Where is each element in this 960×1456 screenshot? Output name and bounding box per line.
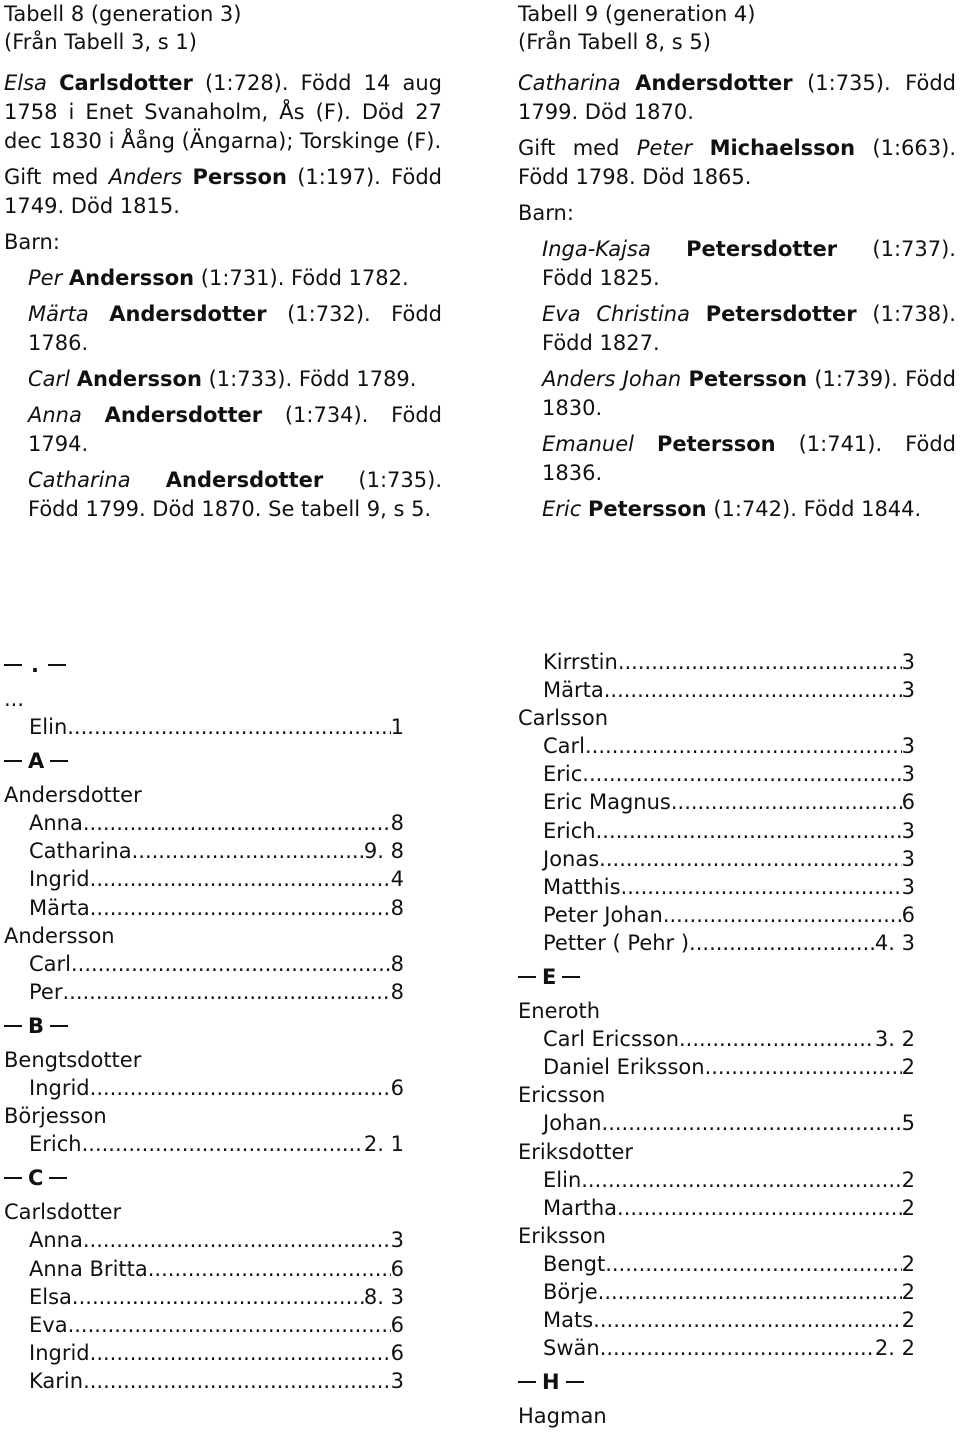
- leader-dots: [585, 732, 902, 760]
- leader-dots: [90, 1339, 391, 1367]
- main-surname: Carlsdotter: [59, 71, 193, 95]
- leader-dots: [67, 713, 390, 741]
- index-entry: [518, 1306, 915, 1334]
- child-entry: [542, 365, 956, 423]
- index-page: 2: [901, 1251, 915, 1276]
- spouse-prefix: Gift med: [4, 165, 109, 189]
- child-surname: Petersson: [688, 367, 808, 391]
- index-page: 8: [390, 979, 404, 1004]
- table-8-spouse: [4, 163, 442, 221]
- leader-dots: [83, 809, 391, 837]
- index-name: Jonas: [543, 846, 600, 871]
- index-name: Eva: [29, 1312, 68, 1337]
- spouse-surname: Michaelsson: [709, 136, 856, 160]
- index-name: Elsa: [29, 1284, 72, 1309]
- index-surname: Andersson: [4, 923, 115, 948]
- index-page: 3: [901, 650, 915, 674]
- table-8-title: Tabell 8 (generation 3): [4, 2, 242, 26]
- index-entry: [4, 950, 404, 978]
- section-letter: B: [28, 1013, 45, 1038]
- index-page: 8: [390, 895, 404, 920]
- child-surname: Petersdotter: [686, 237, 838, 261]
- index-surname: Andersdotter: [4, 783, 142, 808]
- index-page: 3: [901, 818, 915, 843]
- child-surname: Andersdotter: [109, 302, 267, 326]
- index-entry: [4, 837, 404, 865]
- index-page: 4. 3: [874, 930, 915, 955]
- index-page: 8: [390, 951, 404, 976]
- index-entry: [4, 865, 404, 893]
- leader-dots: [679, 1025, 875, 1053]
- children-label: Barn:: [4, 230, 60, 254]
- index-surname: Eriksdotter: [518, 1139, 634, 1164]
- child-details: (1:741). Född 1836.: [542, 432, 956, 485]
- index-name: Petter ( Pehr ): [543, 930, 690, 955]
- table-8-header: [4, 0, 442, 56]
- index-entry: [518, 845, 915, 873]
- index-name: Bengt: [543, 1251, 606, 1276]
- dash: [48, 664, 66, 666]
- index-surname: ...: [4, 687, 25, 711]
- index-name: Kirrstin: [543, 650, 618, 674]
- index-name: Daniel Eriksson: [543, 1055, 705, 1080]
- index-entry: [518, 788, 915, 816]
- dash: [4, 760, 22, 762]
- leader-dots: [689, 929, 875, 957]
- table-8-main-person: [4, 69, 442, 156]
- child-given-name: Anna: [28, 403, 82, 427]
- section-letter: A: [28, 749, 45, 774]
- child-surname: Petersson: [587, 497, 707, 521]
- index-name: Catharina: [29, 839, 132, 864]
- index-surname: Bengtsdotter: [4, 1047, 142, 1072]
- child-details: (1:738). Född 1827.: [542, 302, 956, 355]
- index-name: Anna: [29, 811, 83, 836]
- child-entry: [28, 401, 442, 459]
- index-page: 2: [901, 1279, 915, 1304]
- index-page: 6: [390, 1076, 404, 1101]
- index-page: 1: [390, 715, 404, 740]
- index-page: 2: [901, 1308, 915, 1333]
- leader-dots: [600, 1334, 875, 1362]
- leader-dots: [617, 1194, 902, 1222]
- index-entry: [518, 676, 915, 704]
- index-name: Anna Britta: [29, 1256, 148, 1281]
- leader-dots: [605, 1250, 901, 1278]
- index-entry: [4, 1339, 404, 1367]
- leader-dots: [90, 894, 391, 922]
- child-details: (1:734). Född 1794.: [28, 403, 442, 456]
- section-letter: H: [542, 1370, 560, 1395]
- child-details: (1:735). Född 1799. Död 1870. Se tabell 9, s 5.: [28, 468, 442, 521]
- index-page: 3: [901, 762, 915, 787]
- index-page: 8: [390, 811, 404, 836]
- dash: [518, 976, 536, 978]
- index-entry: [4, 1226, 404, 1254]
- child-surname: Petersdotter: [705, 302, 857, 326]
- children-label: Barn:: [518, 201, 574, 225]
- index-page: 3: [901, 874, 915, 899]
- index-name: Swän: [543, 1336, 600, 1361]
- section-letter: C: [28, 1166, 44, 1191]
- index-entry: [4, 809, 404, 837]
- index-entry: [4, 1255, 404, 1283]
- index-name: Eric: [543, 762, 583, 787]
- child-surname: Petersson: [656, 432, 776, 456]
- leader-dots: [132, 837, 364, 865]
- child-surname: Andersdotter: [165, 468, 324, 492]
- child-entry: [542, 495, 956, 524]
- index-entry: [4, 978, 404, 1006]
- dash: [4, 664, 22, 666]
- dash: [566, 1381, 584, 1383]
- index-entry: [518, 760, 915, 788]
- dash: [4, 1025, 22, 1027]
- dash: [50, 760, 68, 762]
- leader-dots: [671, 788, 902, 816]
- child-given-name: Inga-Kajsa: [542, 237, 651, 261]
- index-name: Elin: [543, 1167, 582, 1192]
- child-given-name: Emanuel: [542, 432, 634, 456]
- child-surname: Andersson: [68, 266, 195, 290]
- child-given-name: Eva Christina: [542, 302, 690, 326]
- index-name: Peter Johan: [543, 902, 663, 927]
- index-name: Martha: [543, 1195, 618, 1220]
- index-name: Johan: [543, 1111, 602, 1136]
- leader-dots: [593, 1306, 901, 1334]
- index-entry: [518, 732, 915, 760]
- dash: [50, 1025, 68, 1027]
- leader-dots: [663, 901, 902, 929]
- child-details: (1:733). Född 1789.: [201, 367, 417, 391]
- index-name: Per: [29, 979, 63, 1004]
- index-page: 3: [390, 1368, 404, 1393]
- index-name: Märta: [543, 678, 604, 703]
- index-page: 3: [901, 846, 915, 871]
- index-entry: [4, 713, 404, 741]
- leader-dots: [82, 1130, 364, 1158]
- index-entry: [4, 1130, 404, 1158]
- child-given-name: Märta: [28, 302, 89, 326]
- main-surname: Andersdotter: [635, 71, 793, 95]
- index-section-h: [518, 1362, 918, 1402]
- dash: [562, 976, 580, 978]
- index-surname: Carlsdotter: [4, 1200, 122, 1225]
- index-section-a: [4, 741, 404, 781]
- index-name: Eric Magnus: [543, 790, 671, 815]
- child-given-name: Per: [28, 266, 63, 290]
- child-details: (1:739). Född 1830.: [542, 367, 956, 420]
- main-details: (1:728). Född 14 aug 1758 i Enet Svanaholm, Ås (F). Död 27 dec 1830 i Åång (Ängarna); Torskinge (F).: [4, 71, 442, 153]
- spouse-details: (1:663). Född 1798. Död 1865.: [518, 136, 956, 189]
- leader-dots: [618, 648, 902, 676]
- index-page: 2: [901, 1055, 915, 1080]
- spouse-details: (1:197). Född 1749. Död 1815.: [4, 165, 442, 218]
- index-entry: [518, 901, 915, 929]
- index-right-column: [518, 648, 918, 1430]
- index-surname: Hagman: [518, 1404, 607, 1429]
- leader-dots: [83, 1367, 391, 1395]
- index-entry: [4, 894, 404, 922]
- index-entry: [518, 873, 915, 901]
- child-entry: [28, 466, 442, 524]
- index-section-b: [4, 1006, 404, 1046]
- leader-dots: [90, 865, 391, 893]
- child-given-name: Anders Johan: [542, 367, 682, 391]
- index-section-dot: [4, 645, 404, 685]
- child-given-name: Catharina: [28, 468, 131, 492]
- table-9-title: Tabell 9 (generation 4): [518, 2, 756, 26]
- leader-dots: [581, 1166, 901, 1194]
- leader-dots: [602, 1109, 902, 1137]
- child-details: (1:742). Född 1844.: [706, 497, 922, 521]
- child-entry: [28, 365, 442, 394]
- dash: [518, 1381, 536, 1383]
- table-9: [518, 0, 956, 524]
- leader-dots: [72, 1283, 364, 1311]
- section-letter: .: [31, 653, 39, 677]
- child-entry: [542, 300, 956, 358]
- main-given-name: Catharina: [518, 71, 621, 95]
- child-details: (1:732). Född 1786.: [28, 302, 442, 355]
- index-entry: [518, 1334, 915, 1362]
- index-page: 2: [901, 1167, 915, 1192]
- leader-dots: [90, 1074, 391, 1102]
- index-entry: [518, 1250, 915, 1278]
- leader-dots: [604, 676, 902, 704]
- index-page: 6: [901, 790, 915, 815]
- index-page: 6: [390, 1340, 404, 1365]
- index-name: Carl: [543, 734, 585, 759]
- table-9-spouse: [518, 134, 956, 192]
- leader-dots: [596, 817, 902, 845]
- index-name: Ingrid: [29, 1340, 90, 1365]
- child-entry: [542, 430, 956, 488]
- index-surname: Carlsson: [518, 706, 609, 731]
- leader-dots: [83, 1226, 391, 1254]
- leader-dots: [599, 845, 901, 873]
- index-page: 6: [901, 902, 915, 927]
- main-given-name: Elsa: [4, 71, 47, 95]
- child-surname: Andersdotter: [104, 403, 263, 427]
- leader-dots: [598, 1278, 902, 1306]
- index-entry: [518, 1053, 915, 1081]
- index-entry: [4, 1074, 404, 1102]
- table-8-source: (Från Tabell 3, s 1): [4, 30, 197, 54]
- index-name: Elin: [29, 715, 68, 740]
- index-page: 4: [390, 867, 404, 892]
- table-9-header: [518, 0, 956, 56]
- index-entry: [518, 1025, 915, 1053]
- index-name: Erich: [543, 818, 596, 843]
- table-9-source: (Från Tabell 8, s 5): [518, 30, 711, 54]
- child-entry: [28, 300, 442, 358]
- index-entry: [518, 1166, 915, 1194]
- index-entry: [518, 817, 915, 845]
- index-entry: [4, 1367, 404, 1395]
- index-page: 3: [390, 1228, 404, 1253]
- index-page: 6: [390, 1312, 404, 1337]
- index-page: 2. 2: [874, 1336, 915, 1361]
- leader-dots: [68, 1311, 391, 1339]
- spouse-surname: Persson: [192, 165, 287, 189]
- index-name: Anna: [29, 1228, 83, 1253]
- index-entry: [4, 1311, 404, 1339]
- index-page: 9. 8: [363, 839, 404, 864]
- child-given-name: Eric: [542, 497, 582, 521]
- index-entry: [518, 929, 915, 957]
- leader-dots: [71, 950, 391, 978]
- dash: [4, 1177, 22, 1179]
- child-entry: [542, 235, 956, 293]
- index-section-e: [518, 957, 918, 997]
- index-name: Erich: [29, 1132, 82, 1157]
- index-entry: [518, 1278, 915, 1306]
- child-entry: [28, 264, 442, 293]
- index-name: Carl: [29, 951, 71, 976]
- index-name: Matthis: [543, 874, 621, 899]
- index-section-c: [4, 1158, 404, 1198]
- index-surname: Eriksson: [518, 1223, 606, 1248]
- table-8: [4, 0, 442, 524]
- index-page: 3: [901, 678, 915, 703]
- index-page: 8. 3: [363, 1284, 404, 1309]
- spouse-prefix: Gift med: [518, 136, 637, 160]
- leader-dots: [148, 1255, 391, 1283]
- child-details: (1:737). Född 1825.: [542, 237, 956, 290]
- index-name: Carl Ericsson: [543, 1027, 679, 1052]
- index-page: 6: [390, 1256, 404, 1281]
- child-surname: Andersson: [76, 367, 202, 391]
- spouse-given-name: Anders: [108, 165, 183, 189]
- index-entry: [518, 1109, 915, 1137]
- leader-dots: [621, 873, 902, 901]
- index-left-column: [4, 645, 404, 1395]
- leader-dots: [582, 760, 901, 788]
- index-name: Mats: [543, 1308, 594, 1333]
- index-name: Ingrid: [29, 1076, 90, 1101]
- index-entry: [4, 1283, 404, 1311]
- index-page: 2. 1: [363, 1132, 404, 1157]
- leader-dots: [705, 1053, 902, 1081]
- index-name: Börje: [543, 1279, 598, 1304]
- index-name: Karin: [29, 1368, 84, 1393]
- index-name: Märta: [29, 895, 90, 920]
- index-page: 5: [901, 1111, 915, 1136]
- spouse-given-name: Peter: [636, 136, 693, 160]
- index-page: 2: [901, 1195, 915, 1220]
- leader-dots: [62, 978, 390, 1006]
- child-given-name: Carl: [28, 367, 70, 391]
- index-entry: [518, 648, 915, 676]
- section-letter: E: [542, 965, 557, 990]
- index-name: Ingrid: [29, 867, 90, 892]
- index-entry: [518, 1194, 915, 1222]
- index-page: 3: [901, 734, 915, 759]
- child-details: (1:731). Född 1782.: [194, 266, 409, 290]
- index-surname: Börjesson: [4, 1104, 107, 1129]
- index-page: 3. 2: [874, 1027, 915, 1052]
- main-details: (1:735). Född 1799. Död 1870.: [518, 71, 956, 124]
- index-surname: Ericsson: [518, 1083, 606, 1108]
- table-9-main-person: [518, 69, 956, 127]
- dash: [49, 1177, 67, 1179]
- index-surname: Eneroth: [518, 999, 601, 1024]
